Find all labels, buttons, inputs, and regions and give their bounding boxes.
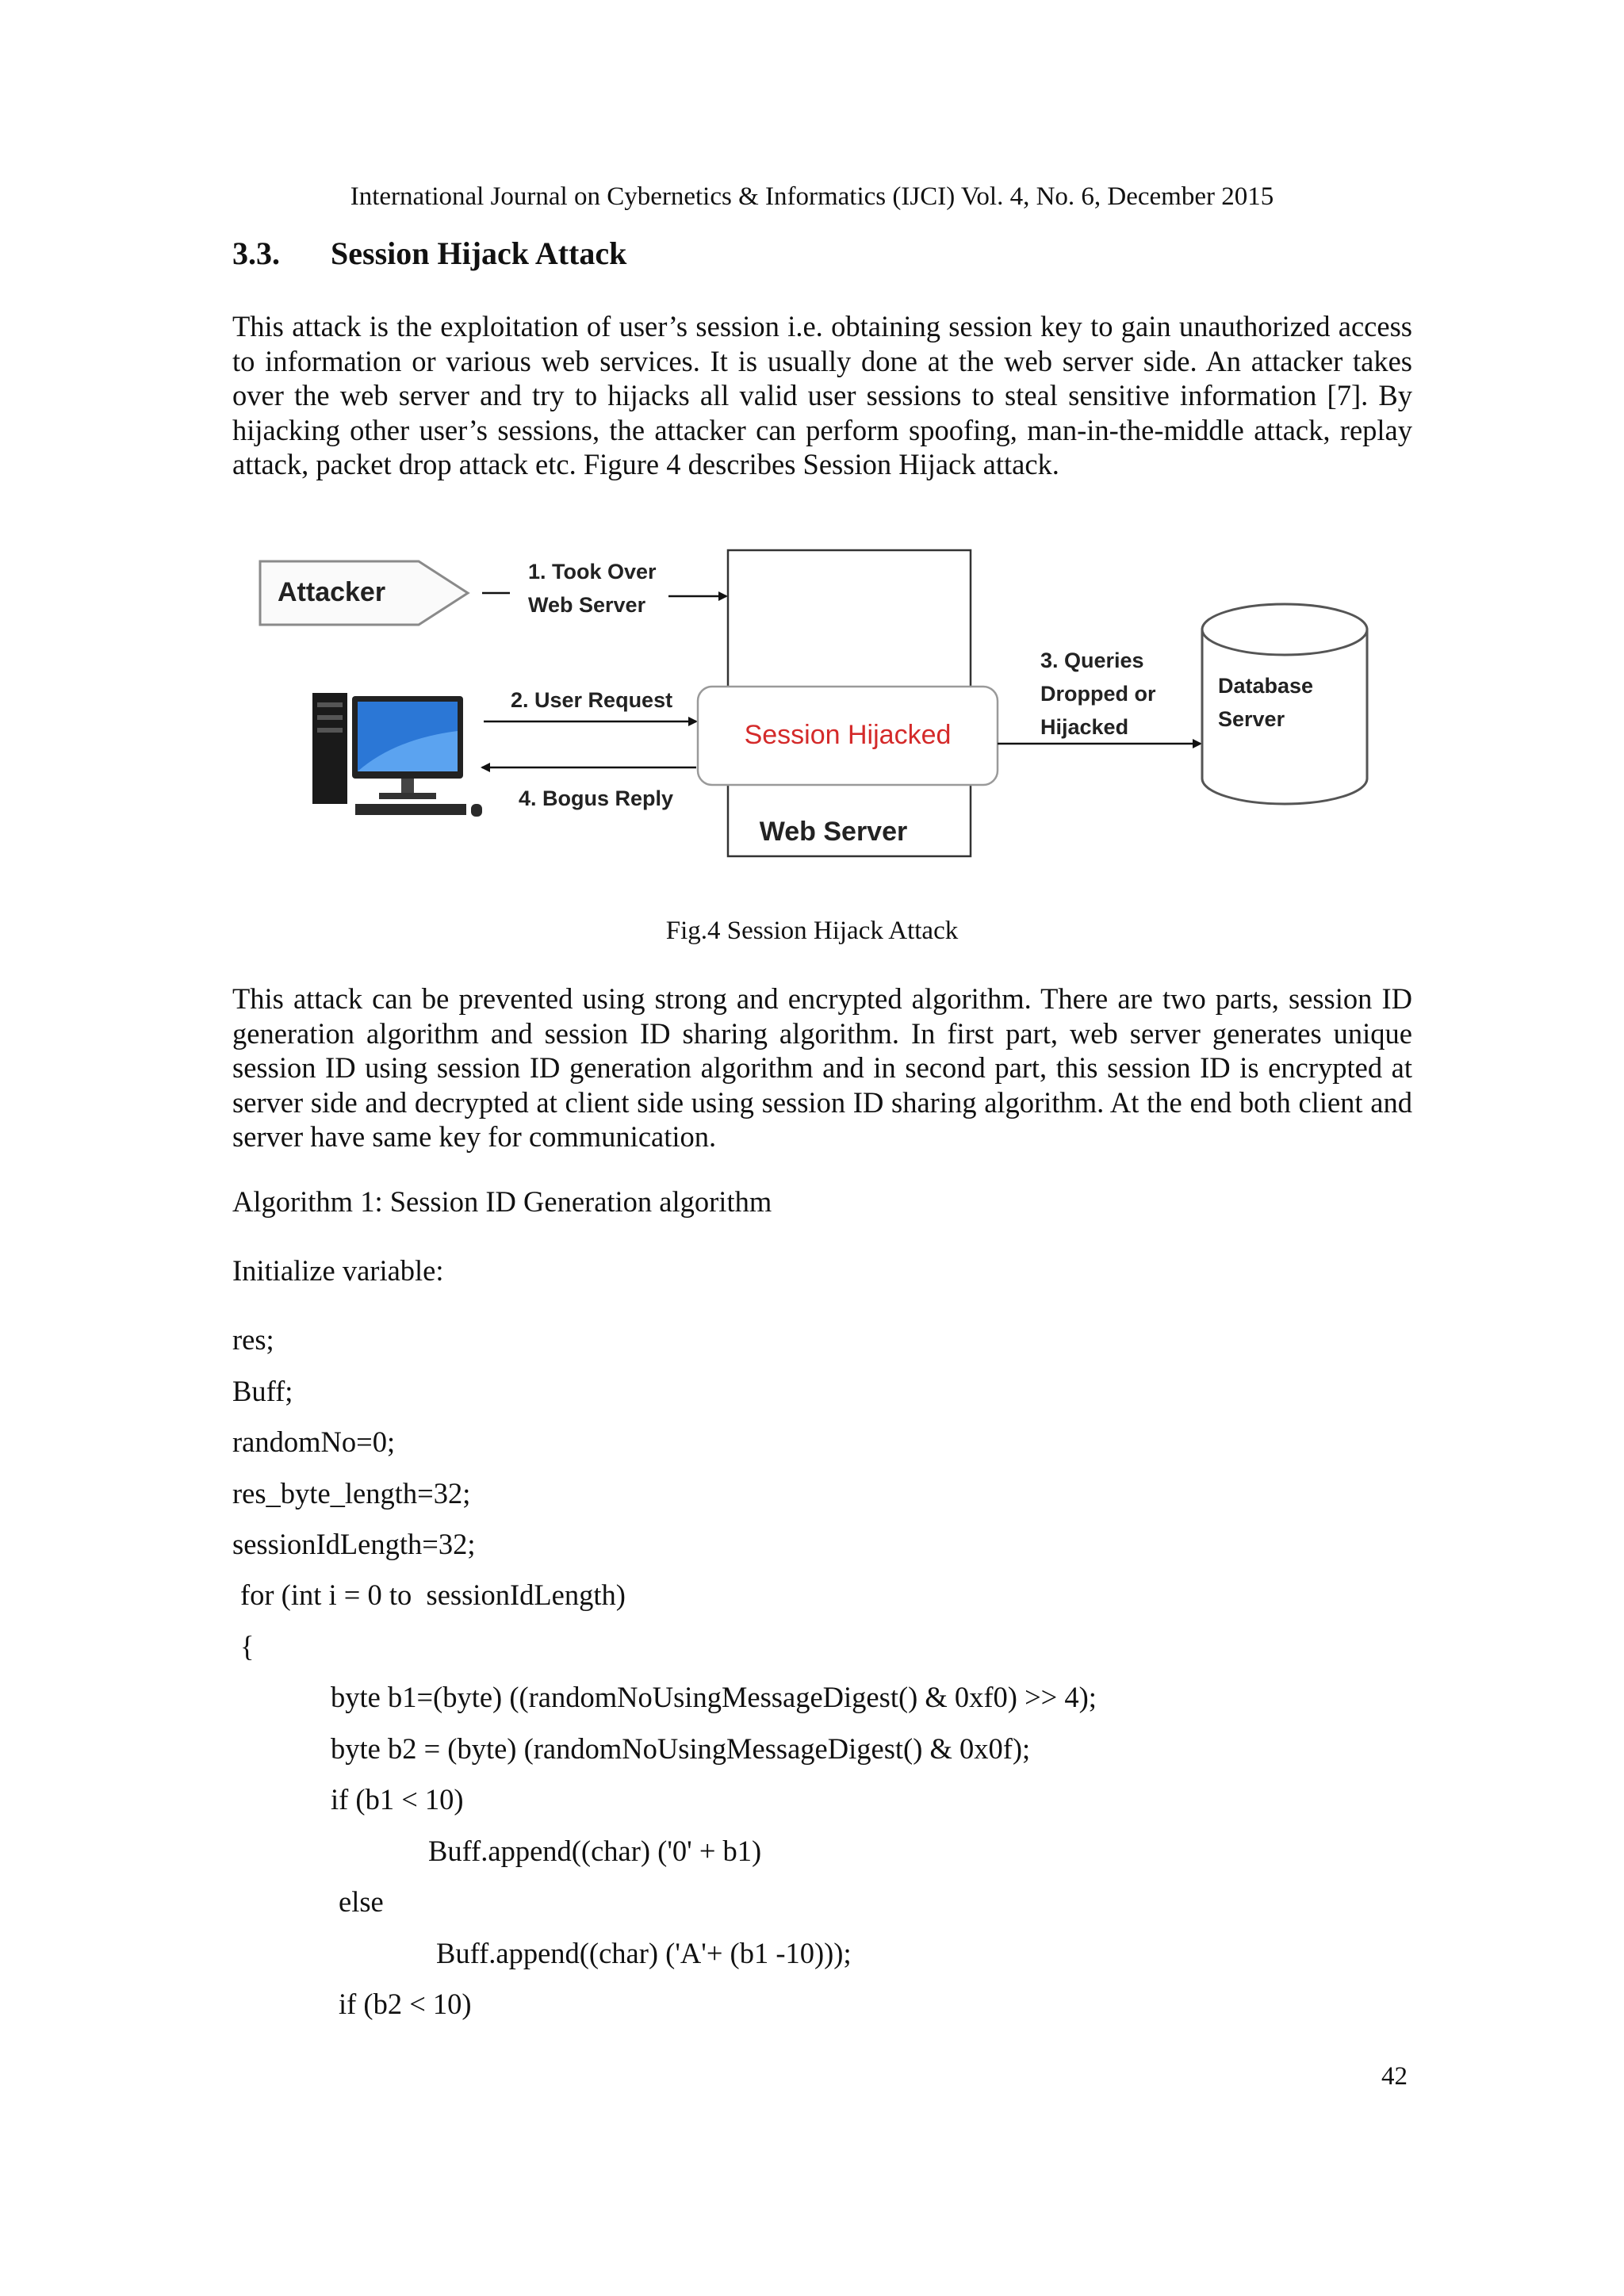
session-hijack-diagram — [252, 541, 1378, 874]
section-heading — [232, 235, 626, 272]
step1-label-line1: 1. Took Over — [528, 560, 657, 584]
code-line: res_byte_length=32; — [232, 1477, 471, 1510]
section-title: Session Hijack Attack — [331, 235, 627, 271]
paragraph-prevention: This attack can be prevented using strong and encrypted algorithm. There are two parts, session ID generation algorithm and session ID sharing algorithm. In first part, web server generates unique session ID using session ID generation algorithm and in second part, this session ID is encrypted at server side and decrypted at client side using session ID sharing algorithm. At the end both client and server have same key for communication. — [232, 982, 1412, 1153]
section-number: 3.3. — [232, 235, 280, 271]
database-label-line2: Server — [1218, 707, 1285, 731]
algorithm-title: Algorithm 1: Session ID Generation algorithm — [232, 1185, 772, 1218]
code-line: if (b1 < 10) — [331, 1783, 464, 1816]
page-number: 42 — [1381, 2062, 1408, 2091]
database-label-line1: Database — [1218, 674, 1314, 698]
client-computer-icon — [312, 693, 482, 817]
running-header: International Journal on Cybernetics & Informatics (IJCI) Vol. 4, No. 6, December 2015 — [350, 182, 1274, 211]
initialize-label: Initialize variable: — [232, 1254, 444, 1287]
step3-label-line3: Hijacked — [1040, 715, 1129, 739]
step4-label: 4. Bogus Reply — [519, 786, 674, 810]
code-line: res; — [232, 1323, 274, 1356]
code-line: if (b2 < 10) — [339, 1988, 472, 2020]
step3-label-line1: 3. Queries — [1040, 649, 1144, 672]
code-line: for (int i = 0 to sessionIdLength) — [240, 1578, 626, 1611]
code-line: randomNo=0; — [232, 1425, 396, 1458]
code-line: Buff; — [232, 1375, 293, 1407]
code-line: Buff.append((char) ('A'+ (b1 -10))); — [436, 1937, 852, 1969]
session-hijacked-label: Session Hijacked — [744, 720, 952, 750]
web-server-label: Web Server — [759, 817, 908, 847]
code-line: byte b2 = (byte) (randomNoUsingMessageDigest() & 0x0f); — [331, 1732, 1031, 1765]
code-line: byte b1=(byte) ((randomNoUsingMessageDigest() & 0xf0) >> 4); — [331, 1681, 1097, 1713]
figure-caption: Fig.4 Session Hijack Attack — [665, 916, 959, 945]
step1-label-line2: Web Server — [528, 593, 646, 617]
code-line: else — [339, 1885, 384, 1918]
code-line: Buff.append((char) ('0' + b1) — [428, 1835, 762, 1867]
step3-label-line2: Dropped or — [1040, 682, 1156, 706]
database-cylinder-icon — [1202, 604, 1367, 804]
code-line: sessionIdLength=32; — [232, 1528, 476, 1560]
attacker-label: Attacker — [278, 577, 386, 607]
paragraph-intro: This attack is the exploitation of user’s session i.e. obtaining session key to gain unauthorized access to information or various web services. It is usually done at the web server side. An attacker takes over the web server and try to hijacks all valid user sessions to steal sensitive information [7]. By hijacking other user’s sessions, the attacker can perform spoofing, man-in-the-middle attack, replay attack, packet drop attack etc. Figure 4 describes Session Hijack attack. — [232, 310, 1412, 480]
step2-label: 2. User Request — [511, 688, 673, 712]
code-line: { — [240, 1630, 255, 1663]
